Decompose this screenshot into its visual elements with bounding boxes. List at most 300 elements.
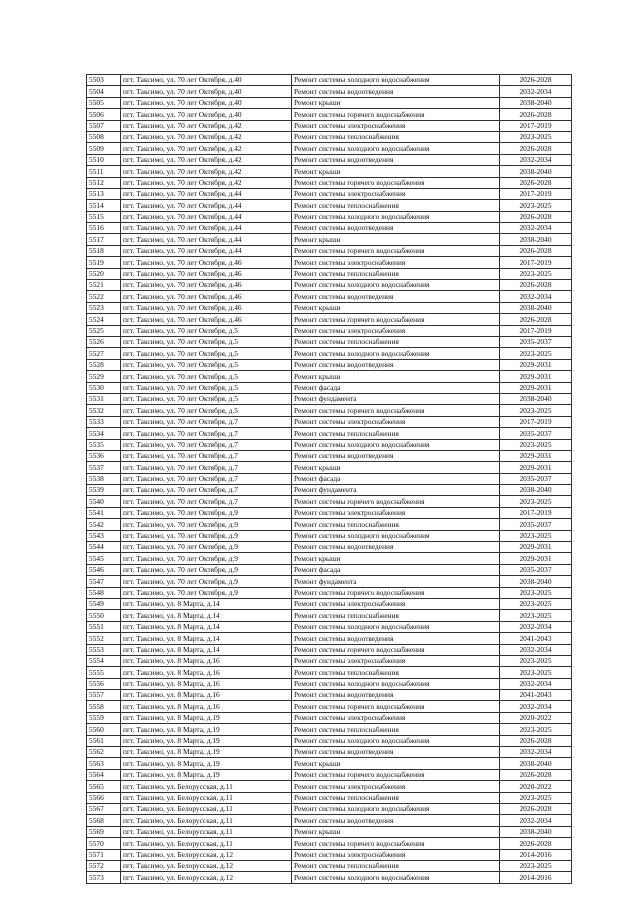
address-cell: пгт. Таксимо, ул. 70 лет Октября, д.5	[121, 371, 292, 382]
address-cell: пгт. Таксимо, ул. 70 лет Октября, д.7	[121, 428, 292, 439]
row-number: 5535	[87, 439, 121, 450]
work-type-cell: Ремонт системы водоотведения	[292, 291, 500, 302]
period-cell: 2017-2019	[500, 507, 572, 518]
row-number: 5543	[87, 530, 121, 541]
work-type-cell: Ремонт системы горячего водоснабжения	[292, 405, 500, 416]
row-number: 5521	[87, 280, 121, 291]
address-cell: пгт. Таксимо, ул. 8 Марта, д.14	[121, 610, 292, 621]
period-cell: 2017-2019	[500, 188, 572, 199]
row-number: 5532	[87, 405, 121, 416]
row-number: 5546	[87, 564, 121, 575]
work-type-cell: Ремонт фундамента	[292, 576, 500, 587]
row-number: 5527	[87, 348, 121, 359]
work-type-cell: Ремонт системы электроснабжения	[292, 507, 500, 518]
work-type-cell: Ремонт системы теплоснабжения	[292, 667, 500, 678]
table-row	[87, 553, 572, 564]
work-type-cell: Ремонт системы теплоснабжения	[292, 131, 500, 142]
work-type-cell: Ремонт фасада	[292, 564, 500, 575]
work-type-cell: Ремонт крыши	[292, 462, 500, 473]
address-cell: пгт. Таксимо, ул. 8 Марта, д.14	[121, 598, 292, 609]
table-row	[87, 872, 572, 883]
period-cell: 2026-2028	[500, 143, 572, 154]
period-cell: 2035-2037	[500, 428, 572, 439]
address-cell: пгт. Таксимо, ул. 70 лет Октября, д.42	[121, 154, 292, 165]
row-number: 5526	[87, 336, 121, 347]
table-row	[87, 485, 572, 496]
address-cell: пгт. Таксимо, ул. 70 лет Октября, д.9	[121, 507, 292, 518]
address-cell: пгт. Таксимо, ул. Белорусская, д.11	[121, 815, 292, 826]
address-cell: пгт. Таксимо, ул. Белорусская, д.11	[121, 792, 292, 803]
table-row	[87, 325, 572, 336]
address-cell: пгт. Таксимо, ул. 8 Марта, д.19	[121, 724, 292, 735]
address-cell: пгт. Таксимо, ул. 70 лет Октября, д.46	[121, 268, 292, 279]
table-row	[87, 724, 572, 735]
table-row	[87, 302, 572, 313]
row-number: 5562	[87, 747, 121, 758]
table-row	[87, 428, 572, 439]
address-cell: пгт. Таксимо, ул. 8 Марта, д.16	[121, 655, 292, 666]
work-type-cell: Ремонт системы теплоснабжения	[292, 610, 500, 621]
address-cell: пгт. Таксимо, ул. 70 лет Октября, д.46	[121, 314, 292, 325]
table-row	[87, 678, 572, 689]
work-type-cell: Ремонт системы горячего водоснабжения	[292, 701, 500, 712]
work-type-cell: Ремонт системы электроснабжения	[292, 325, 500, 336]
row-number: 5544	[87, 542, 121, 553]
row-number: 5506	[87, 109, 121, 120]
work-type-cell: Ремонт системы горячего водоснабжения	[292, 496, 500, 507]
row-number: 5555	[87, 667, 121, 678]
work-type-cell: Ремонт системы холодного водоснабжения	[292, 678, 500, 689]
address-cell: пгт. Таксимо, ул. 8 Марта, д.19	[121, 769, 292, 780]
address-cell: пгт. Таксимо, ул. Белорусская, д.11	[121, 781, 292, 792]
work-type-cell: Ремонт крыши	[292, 826, 500, 837]
row-number: 5509	[87, 143, 121, 154]
row-number: 5511	[87, 166, 121, 177]
address-cell: пгт. Таксимо, ул. 70 лет Октября, д.42	[121, 120, 292, 131]
row-number: 5520	[87, 268, 121, 279]
address-cell: пгт. Таксимо, ул. 70 лет Октября, д.42	[121, 143, 292, 154]
work-type-cell: Ремонт системы водоотведения	[292, 690, 500, 701]
work-type-cell: Ремонт системы горячего водоснабжения	[292, 177, 500, 188]
row-number: 5528	[87, 359, 121, 370]
row-number: 5573	[87, 872, 121, 883]
work-type-cell: Ремонт системы холодного водоснабжения	[292, 143, 500, 154]
address-cell: пгт. Таксимо, ул. 70 лет Октября, д.5	[121, 336, 292, 347]
period-cell: 2023-2025	[500, 792, 572, 803]
row-number: 5510	[87, 154, 121, 165]
row-number: 5533	[87, 416, 121, 427]
work-type-cell: Ремонт системы холодного водоснабжения	[292, 621, 500, 632]
period-cell: 2023-2025	[500, 587, 572, 598]
address-cell: пгт. Таксимо, ул. 70 лет Октября, д.9	[121, 576, 292, 587]
table-row	[87, 747, 572, 758]
address-cell: пгт. Таксимо, ул. 70 лет Октября, д.5	[121, 382, 292, 393]
row-number: 5553	[87, 644, 121, 655]
work-type-cell: Ремонт системы горячего водоснабжения	[292, 587, 500, 598]
address-cell: пгт. Таксимо, ул. 70 лет Октября, д.7	[121, 450, 292, 461]
period-cell: 2020-2022	[500, 781, 572, 792]
table-row	[87, 154, 572, 165]
table-row	[87, 257, 572, 268]
table-row	[87, 280, 572, 291]
work-type-cell: Ремонт системы холодного водоснабжения	[292, 75, 500, 86]
address-cell: пгт. Таксимо, ул. 70 лет Октября, д.46	[121, 302, 292, 313]
address-cell: пгт. Таксимо, ул. 70 лет Октября, д.42	[121, 177, 292, 188]
address-cell: пгт. Таксимо, ул. Белорусская, д.12	[121, 872, 292, 883]
address-cell: пгт. Таксимо, ул. 70 лет Октября, д.44	[121, 223, 292, 234]
period-cell: 2026-2028	[500, 109, 572, 120]
row-number: 5529	[87, 371, 121, 382]
row-number: 5536	[87, 450, 121, 461]
row-number: 5570	[87, 838, 121, 849]
period-cell: 2026-2028	[500, 211, 572, 222]
table-row	[87, 416, 572, 427]
address-cell: пгт. Таксимо, ул. 70 лет Октября, д.44	[121, 188, 292, 199]
table-row	[87, 496, 572, 507]
row-number: 5557	[87, 690, 121, 701]
address-cell: пгт. Таксимо, ул. Белорусская, д.11	[121, 826, 292, 837]
address-cell: пгт. Таксимо, ул. 70 лет Октября, д.44	[121, 200, 292, 211]
table-row	[87, 860, 572, 871]
period-cell: 2026-2028	[500, 735, 572, 746]
table-row	[87, 849, 572, 860]
table-row	[87, 371, 572, 382]
address-cell: пгт. Таксимо, ул. Белорусская, д.12	[121, 860, 292, 871]
address-cell: пгт. Таксимо, ул. 70 лет Октября, д.9	[121, 530, 292, 541]
address-cell: пгт. Таксимо, ул. 8 Марта, д.19	[121, 747, 292, 758]
period-cell: 2026-2028	[500, 769, 572, 780]
address-cell: пгт. Таксимо, ул. 70 лет Октября, д.42	[121, 166, 292, 177]
work-type-cell: Ремонт системы теплоснабжения	[292, 519, 500, 530]
work-type-cell: Ремонт системы теплоснабжения	[292, 336, 500, 347]
table-row	[87, 200, 572, 211]
work-type-cell: Ремонт системы электроснабжения	[292, 655, 500, 666]
table-row	[87, 143, 572, 154]
work-type-cell: Ремонт фасада	[292, 382, 500, 393]
period-cell: 2017-2019	[500, 257, 572, 268]
work-type-cell: Ремонт системы электроснабжения	[292, 416, 500, 427]
table-row	[87, 359, 572, 370]
address-cell: пгт. Таксимо, ул. 70 лет Октября, д.44	[121, 234, 292, 245]
period-cell: 2026-2028	[500, 314, 572, 325]
row-number: 5503	[87, 75, 121, 86]
period-cell: 2032-2034	[500, 154, 572, 165]
period-cell: 2029-2031	[500, 462, 572, 473]
period-cell: 2026-2028	[500, 804, 572, 815]
row-number: 5563	[87, 758, 121, 769]
address-cell: пгт. Таксимо, ул. 70 лет Октября, д.9	[121, 519, 292, 530]
period-cell: 2029-2031	[500, 553, 572, 564]
table-row	[87, 838, 572, 849]
address-cell: пгт. Таксимо, ул. 70 лет Октября, д.46	[121, 257, 292, 268]
work-type-cell: Ремонт системы водоотведения	[292, 359, 500, 370]
table-row	[87, 314, 572, 325]
period-cell: 2032-2034	[500, 644, 572, 655]
period-cell: 2032-2034	[500, 701, 572, 712]
work-type-cell: Ремонт системы электроснабжения	[292, 849, 500, 860]
work-type-cell: Ремонт системы электроснабжения	[292, 712, 500, 723]
address-cell: пгт. Таксимо, ул. 8 Марта, д.14	[121, 621, 292, 632]
period-cell: 2029-2031	[500, 382, 572, 393]
address-cell: пгт. Таксимо, ул. 70 лет Октября, д.40	[121, 86, 292, 97]
period-cell: 2038-2040	[500, 234, 572, 245]
row-number: 5554	[87, 655, 121, 666]
row-number: 5550	[87, 610, 121, 621]
work-type-cell: Ремонт системы горячего водоснабжения	[292, 769, 500, 780]
work-type-cell: Ремонт системы водоотведения	[292, 747, 500, 758]
period-cell: 2035-2037	[500, 473, 572, 484]
table-row	[87, 667, 572, 678]
work-type-cell: Ремонт системы горячего водоснабжения	[292, 245, 500, 256]
period-cell: 2014-2016	[500, 849, 572, 860]
row-number: 5567	[87, 804, 121, 815]
row-number: 5538	[87, 473, 121, 484]
table-body	[87, 75, 572, 884]
period-cell: 2023-2025	[500, 405, 572, 416]
work-type-cell: Ремонт системы холодного водоснабжения	[292, 804, 500, 815]
work-type-cell: Ремонт системы электроснабжения	[292, 781, 500, 792]
row-number: 5508	[87, 131, 121, 142]
period-cell: 2038-2040	[500, 302, 572, 313]
work-type-cell: Ремонт системы холодного водоснабжения	[292, 348, 500, 359]
row-number: 5560	[87, 724, 121, 735]
row-number: 5545	[87, 553, 121, 564]
address-cell: пгт. Таксимо, ул. 70 лет Октября, д.7	[121, 462, 292, 473]
table-row	[87, 120, 572, 131]
address-cell: пгт. Таксимо, ул. 70 лет Октября, д.7	[121, 473, 292, 484]
table-row	[87, 405, 572, 416]
address-cell: пгт. Таксимо, ул. 8 Марта, д.14	[121, 633, 292, 644]
row-number: 5524	[87, 314, 121, 325]
row-number: 5572	[87, 860, 121, 871]
period-cell: 2038-2040	[500, 826, 572, 837]
address-cell: пгт. Таксимо, ул. Белорусская, д.11	[121, 838, 292, 849]
row-number: 5540	[87, 496, 121, 507]
row-number: 5505	[87, 97, 121, 108]
work-type-cell: Ремонт системы водоотведения	[292, 542, 500, 553]
table-row	[87, 348, 572, 359]
row-number: 5522	[87, 291, 121, 302]
period-cell: 2017-2019	[500, 416, 572, 427]
document-page	[86, 74, 571, 884]
row-number: 5559	[87, 712, 121, 723]
row-number: 5565	[87, 781, 121, 792]
period-cell: 2041-2043	[500, 690, 572, 701]
row-number: 5568	[87, 815, 121, 826]
work-type-cell: Ремонт системы электроснабжения	[292, 598, 500, 609]
work-type-cell: Ремонт системы водоотведения	[292, 450, 500, 461]
row-number: 5516	[87, 223, 121, 234]
period-cell: 2035-2037	[500, 336, 572, 347]
address-cell: пгт. Таксимо, ул. 70 лет Октября, д.5	[121, 325, 292, 336]
address-cell: пгт. Таксимо, ул. 70 лет Октября, д.40	[121, 75, 292, 86]
table-row	[87, 735, 572, 746]
period-cell: 2023-2025	[500, 348, 572, 359]
row-number: 5548	[87, 587, 121, 598]
row-number: 5514	[87, 200, 121, 211]
table-row	[87, 109, 572, 120]
row-number: 5517	[87, 234, 121, 245]
table-row	[87, 86, 572, 97]
work-type-cell: Ремонт системы теплоснабжения	[292, 792, 500, 803]
address-cell: пгт. Таксимо, ул. 70 лет Октября, д.9	[121, 542, 292, 553]
work-type-cell: Ремонт системы холодного водоснабжения	[292, 211, 500, 222]
address-cell: пгт. Таксимо, ул. 70 лет Октября, д.9	[121, 587, 292, 598]
work-type-cell: Ремонт системы теплоснабжения	[292, 268, 500, 279]
address-cell: пгт. Таксимо, ул. 70 лет Октября, д.5	[121, 348, 292, 359]
period-cell: 2026-2028	[500, 245, 572, 256]
work-type-cell: Ремонт системы электроснабжения	[292, 120, 500, 131]
row-number: 5558	[87, 701, 121, 712]
address-cell: пгт. Таксимо, ул. 8 Марта, д.16	[121, 667, 292, 678]
row-number: 5549	[87, 598, 121, 609]
work-type-cell: Ремонт системы холодного водоснабжения	[292, 872, 500, 883]
period-cell: 2026-2028	[500, 280, 572, 291]
address-cell: пгт. Таксимо, ул. 70 лет Октября, д.40	[121, 97, 292, 108]
table-row	[87, 690, 572, 701]
address-cell: пгт. Таксимо, ул. 8 Марта, д.16	[121, 690, 292, 701]
table-row	[87, 644, 572, 655]
period-cell: 2041-2043	[500, 633, 572, 644]
row-number: 5542	[87, 519, 121, 530]
address-cell: пгт. Таксимо, ул. 70 лет Октября, д.7	[121, 485, 292, 496]
address-cell: пгт. Таксимо, ул. 70 лет Октября, д.9	[121, 564, 292, 575]
table-row	[87, 223, 572, 234]
table-row	[87, 564, 572, 575]
address-cell: пгт. Таксимо, ул. 70 лет Октября, д.42	[121, 131, 292, 142]
work-type-cell: Ремонт системы водоотведения	[292, 815, 500, 826]
table-row	[87, 598, 572, 609]
row-number: 5519	[87, 257, 121, 268]
table-row	[87, 166, 572, 177]
work-type-cell: Ремонт фундамента	[292, 393, 500, 404]
work-type-cell: Ремонт крыши	[292, 758, 500, 769]
period-cell: 2038-2040	[500, 97, 572, 108]
row-number: 5507	[87, 120, 121, 131]
period-cell: 2035-2037	[500, 564, 572, 575]
address-cell: пгт. Таксимо, ул. 70 лет Октября, д.46	[121, 280, 292, 291]
table-row	[87, 439, 572, 450]
period-cell: 2032-2034	[500, 678, 572, 689]
period-cell: 2026-2028	[500, 838, 572, 849]
period-cell: 2023-2025	[500, 530, 572, 541]
address-cell: пгт. Таксимо, ул. 8 Марта, д.19	[121, 735, 292, 746]
period-cell: 2038-2040	[500, 166, 572, 177]
period-cell: 2023-2025	[500, 610, 572, 621]
table-row	[87, 633, 572, 644]
table-row	[87, 587, 572, 598]
work-type-cell: Ремонт системы теплоснабжения	[292, 200, 500, 211]
address-cell: пгт. Таксимо, ул. Белорусская, д.12	[121, 849, 292, 860]
period-cell: 2032-2034	[500, 621, 572, 632]
table-row	[87, 188, 572, 199]
row-number: 5530	[87, 382, 121, 393]
period-cell: 2017-2019	[500, 120, 572, 131]
work-type-cell: Ремонт системы горячего водоснабжения	[292, 838, 500, 849]
repair-schedule-table	[86, 74, 572, 884]
work-type-cell: Ремонт системы водоотведения	[292, 223, 500, 234]
row-number: 5556	[87, 678, 121, 689]
period-cell: 2023-2025	[500, 598, 572, 609]
row-number: 5569	[87, 826, 121, 837]
period-cell: 2023-2025	[500, 724, 572, 735]
row-number: 5541	[87, 507, 121, 518]
table-row	[87, 450, 572, 461]
address-cell: пгт. Таксимо, ул. 8 Марта, д.19	[121, 712, 292, 723]
row-number: 5561	[87, 735, 121, 746]
period-cell: 2038-2040	[500, 758, 572, 769]
table-row	[87, 655, 572, 666]
table-row	[87, 519, 572, 530]
period-cell: 2014-2016	[500, 872, 572, 883]
table-row	[87, 712, 572, 723]
table-row	[87, 815, 572, 826]
table-row	[87, 97, 572, 108]
period-cell: 2038-2040	[500, 393, 572, 404]
row-number: 5518	[87, 245, 121, 256]
table-row	[87, 610, 572, 621]
table-row	[87, 245, 572, 256]
period-cell: 2023-2025	[500, 860, 572, 871]
table-row	[87, 576, 572, 587]
row-number: 5547	[87, 576, 121, 587]
row-number: 5571	[87, 849, 121, 860]
table-row	[87, 393, 572, 404]
period-cell: 2026-2028	[500, 75, 572, 86]
period-cell: 2026-2028	[500, 177, 572, 188]
row-number: 5552	[87, 633, 121, 644]
period-cell: 2020-2022	[500, 712, 572, 723]
table-row	[87, 758, 572, 769]
table-row	[87, 462, 572, 473]
period-cell: 2023-2025	[500, 268, 572, 279]
row-number: 5523	[87, 302, 121, 313]
work-type-cell: Ремонт системы водоотведения	[292, 154, 500, 165]
table-row	[87, 211, 572, 222]
period-cell: 2032-2034	[500, 223, 572, 234]
period-cell: 2032-2034	[500, 291, 572, 302]
work-type-cell: Ремонт системы горячего водоснабжения	[292, 314, 500, 325]
table-row	[87, 177, 572, 188]
period-cell: 2038-2040	[500, 576, 572, 587]
work-type-cell: Ремонт системы электроснабжения	[292, 188, 500, 199]
row-number: 5531	[87, 393, 121, 404]
row-number: 5525	[87, 325, 121, 336]
address-cell: пгт. Таксимо, ул. 70 лет Октября, д.46	[121, 291, 292, 302]
address-cell: пгт. Таксимо, ул. Белорусская, д.11	[121, 804, 292, 815]
table-row	[87, 75, 572, 86]
row-number: 5512	[87, 177, 121, 188]
address-cell: пгт. Таксимо, ул. 70 лет Октября, д.7	[121, 416, 292, 427]
row-number: 5539	[87, 485, 121, 496]
work-type-cell: Ремонт системы холодного водоснабжения	[292, 735, 500, 746]
row-number: 5564	[87, 769, 121, 780]
period-cell: 2032-2034	[500, 86, 572, 97]
work-type-cell: Ремонт крыши	[292, 166, 500, 177]
table-row	[87, 781, 572, 792]
table-row	[87, 530, 572, 541]
work-type-cell: Ремонт крыши	[292, 302, 500, 313]
table-row	[87, 769, 572, 780]
work-type-cell: Ремонт крыши	[292, 234, 500, 245]
table-row	[87, 336, 572, 347]
work-type-cell: Ремонт фундамента	[292, 485, 500, 496]
work-type-cell: Ремонт системы теплоснабжения	[292, 860, 500, 871]
table-row	[87, 234, 572, 245]
work-type-cell: Ремонт системы горячего водоснабжения	[292, 644, 500, 655]
period-cell: 2038-2040	[500, 485, 572, 496]
period-cell: 2029-2031	[500, 359, 572, 370]
